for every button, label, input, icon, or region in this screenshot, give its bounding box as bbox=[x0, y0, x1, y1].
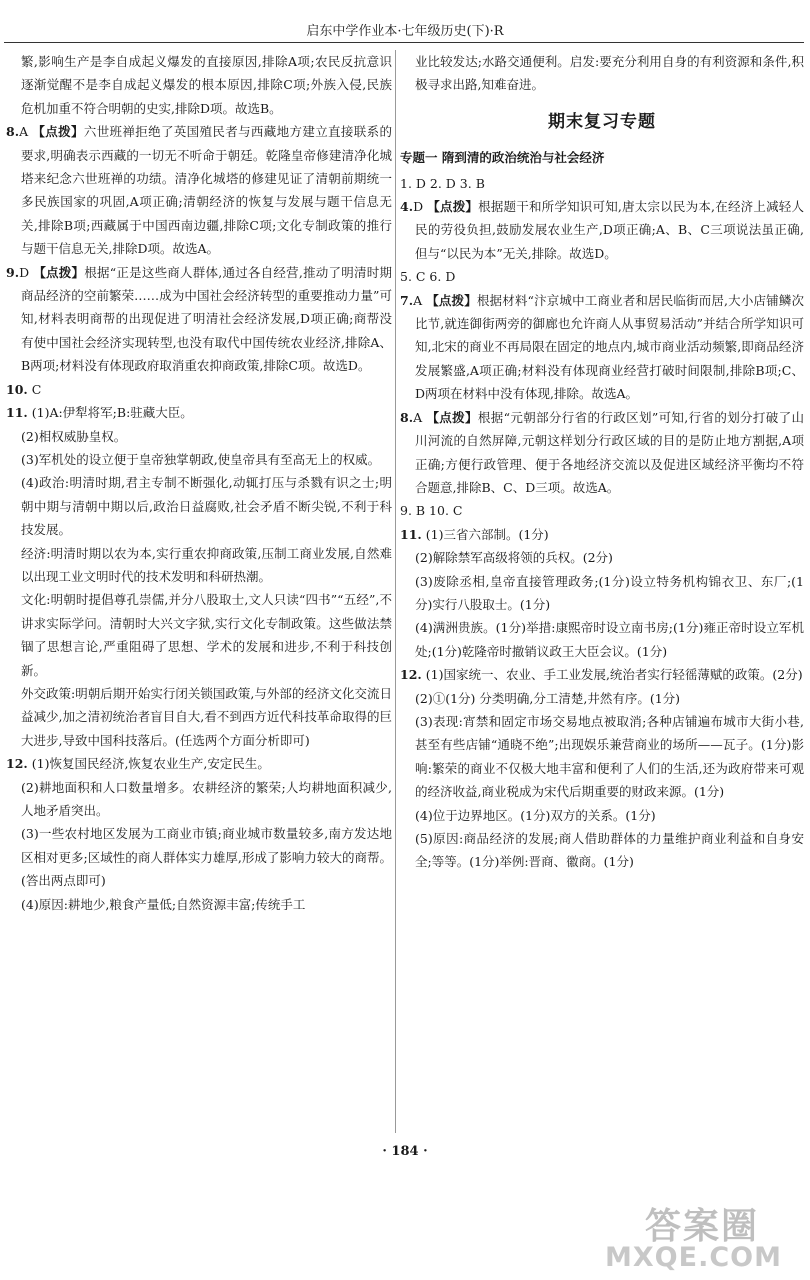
answer-line: 外交政策:明朝后期开始实行闭关锁国政策,与外部的经济文化交流日益减少,加之清初统治者盲目自大,看不到西方近代科技革命取得的巨大进步,导致中国科技落后。(任选两个方面分析即可) bbox=[21, 685, 392, 748]
answer-11-header bbox=[6, 401, 392, 424]
answer-choice: D bbox=[19, 264, 30, 280]
answer-10 bbox=[6, 378, 392, 401]
question-number: 8. bbox=[6, 124, 20, 140]
section-title: 期末复习专题 bbox=[548, 111, 656, 132]
question-number: 10. bbox=[6, 381, 28, 397]
question-number: 11. bbox=[6, 405, 28, 421]
answer-line: (3)表现:宵禁和固定市场交易地点被取消;各种店铺遍布城市大街小巷,甚至有些店铺“通晓不绝”;出现娱乐兼营商业的场所——瓦子。(1分)影响:繁荣的商业不仅极大地丰富和便利了人们的生活,还为政府带来可观的经济收益,商业税成为宋代后期重要的财政来源。(1分) bbox=[415, 713, 804, 800]
continued-answer-text: 繁,影响生产是李自成起义爆发的直接原因,排除A项;农民反抗意识逐渐觉醒不是李自成起义爆发的根本原因,排除C项;外族入侵,民族危机加重不符合明朝的史实,排除D项。故选B。 bbox=[21, 54, 392, 116]
answer-choice: D bbox=[413, 199, 424, 215]
answer-line: (1)三省六部制。(1分) bbox=[425, 526, 549, 542]
answer-12-header bbox=[400, 663, 804, 686]
hint-tag: 【点拨】 bbox=[33, 264, 85, 280]
explanation-text: 根据“元朝部分行省的行政区划”可知,行省的划分打破了山川河流的自然屏障,元朝这样划分行政区域的目的是防止地方割据,A项正确;方便行政管理、便于各地经济交流以及促进区域经济平衡均不符合题意,排除B、C、D三项。故选A。 bbox=[415, 409, 804, 495]
answer-line: (4)位于边界地区。(1分)双方的关系。(1分) bbox=[415, 807, 656, 823]
answer-line: (2)耕地面积和人口数量增多。农耕经济的繁荣;人均耕地面积减少,人地矛盾突出。 bbox=[21, 779, 392, 818]
hint-tag: 【点拨】 bbox=[32, 124, 84, 140]
continued-answer-text: 业比较发达;水路交通便利。启发:要充分利用自身的有利资源和条件,积极寻求出路,知难奋进。 bbox=[415, 54, 804, 93]
answer-9 bbox=[6, 261, 392, 378]
answer-4 bbox=[400, 195, 804, 265]
topic-heading: 专题一 隋到清的政治统治与社会经济 bbox=[400, 150, 605, 166]
answer-12-header bbox=[6, 752, 392, 775]
answer-11-header bbox=[400, 523, 804, 546]
answer-line: (3)军机处的设立便于皇帝独掌朝政,使皇帝具有至高无上的权威。 bbox=[21, 451, 381, 467]
watermark-top-text: 答案圈 bbox=[645, 1206, 760, 1247]
question-number: 8. bbox=[400, 409, 414, 425]
answer-line: (2)解除禁军高级将领的兵权。(2分) bbox=[415, 550, 613, 566]
answer-line: (5)原因:商品经济的发展;商人借助群体的力量维护商业利益和自身安全;等等。(1分)举例:晋商、徽商。(1分) bbox=[415, 831, 804, 870]
page-header: 启东中学作业本·七年级历史(下)·R bbox=[306, 24, 504, 39]
explanation-text: 根据题干和所学知识可知,唐太宗以民为本,在经济上减轻人民的劳役负担,鼓励发展农业生产,D项正确;A、B、C三项说法虽正确,但与“以民为本”无关,排除。故选D。 bbox=[415, 199, 804, 261]
answer-line: (4)原因:耕地少,粮食产量低;自然资源丰富;传统手工 bbox=[21, 896, 306, 912]
left-column bbox=[6, 50, 392, 916]
answer-line: (1)国家统一、农业、手工业发展,统治者实行轻徭薄赋的政策。(2分) bbox=[425, 667, 803, 683]
answer-line: (3)废除丞相,皇帝直接管理政务;(1分)设立特务机构锦衣卫、东厂;(1分)实行八股取士。(1分) bbox=[415, 573, 804, 612]
explanation-text: 六世班禅拒绝了英国殖民者与西藏地方建立直接联系的要求,明确表示西藏的一切无不听命于朝廷。乾隆皇帝修建清净化城塔来纪念六世班禅的功绩。清净化城塔的修建见证了清朝前期统一多民族国家的巩固,A项正确;清朝经济的恢复与发展与题干信息无关,排除B项;西藏属于中国西南边疆,排除C项;文化专制政策的推行与题干信息无关,排除D项。故选A。 bbox=[21, 124, 392, 257]
explanation-text: 根据“正是这些商人群体,通过各自经营,推动了明清时期商品经济的空前繁荣……成为中国社会经济转型的重要推动力量”可知,材料表明商帮的出现促进了明清社会经济发展,D项正确;商帮没有使中国社会经济实现转型,也没有取代中国传统农业经济,排除A、B两项;材料没有体现政府取消重农抑商政策,排除C项。故选D。 bbox=[21, 264, 392, 374]
answer-line: (2)相权威胁皇权。 bbox=[21, 428, 127, 444]
watermark-url-text: MXQE.COM bbox=[605, 1242, 782, 1273]
answer-line: (4)政治:明清时期,君主专制不断强化,动辄打压与杀戮有识之士;明朝中期与清朝中期以后,政治日益腐败,社会矛盾不断尖锐,不利于科技发展。 bbox=[21, 475, 392, 538]
answer-line: 文化:明朝时提倡尊孔崇儒,并分八股取士,文人只读“四书”“五经”,不讲求实际学问。清朝时大兴文字狱,实行文化专制政策。这些做法禁锢了思想言论,严重阻碍了思想、学术的发展和进步,不利于科技创新。 bbox=[21, 592, 392, 678]
question-number: 12. bbox=[6, 756, 28, 772]
answer-8 bbox=[400, 406, 804, 500]
answer-choice: C bbox=[31, 381, 42, 397]
watermark-logo bbox=[605, 1198, 805, 1278]
answer-line: 经济:明清时期以农为本,实行重农抑商政策,压制工商业发展,自然难以出现工业文明时代的技术发明和科研热潮。 bbox=[21, 545, 392, 584]
explanation-text: 根据材料“汴京城中工商业者和居民临街而居,大小店铺鳞次比节,就连御街两旁的御廊也允许商人从事贸易活动”并结合所学知识可知,北宋的商业不再局限在固定的地点内,城市商业活动频繁,即商品经济发展繁盛,A项正确;材料没有体现商业经营打破时间限制,排除B项;C、D两项在材料中没有体现,排除。故选A。 bbox=[415, 292, 804, 402]
answers-1-3: 1. D 2. D 3. B bbox=[400, 175, 485, 191]
column-divider bbox=[395, 50, 396, 1133]
answer-line: (2)①(1分) 分类明确,分工清楚,井然有序。(1分) bbox=[415, 690, 681, 706]
page-number: · 184 · bbox=[382, 1144, 428, 1159]
hint-tag: 【点拨】 bbox=[427, 199, 479, 215]
answer-line: (1)恢复国民经济,恢复农业生产,安定民生。 bbox=[31, 756, 270, 772]
hint-tag: 【点拨】 bbox=[426, 292, 477, 308]
question-number: 4. bbox=[400, 199, 414, 215]
right-column bbox=[400, 50, 804, 874]
question-number: 12. bbox=[400, 667, 422, 683]
answer-choice: A bbox=[19, 124, 29, 140]
answer-7 bbox=[400, 289, 804, 406]
answer-8 bbox=[6, 120, 392, 260]
answer-line: (3)一些农村地区发展为工商业市镇;商业城市数量较多,南方发达地区相对更多;区域性的商人群体实力雄厚,形成了影响力较大的商帮。(答出两点即可) bbox=[21, 826, 392, 889]
question-number: 9. bbox=[6, 264, 20, 280]
answer-line: (1)A:伊犁将军;B:驻藏大臣。 bbox=[31, 405, 193, 421]
answers-9-10: 9. B 10. C bbox=[400, 503, 463, 519]
header-divider bbox=[4, 42, 804, 43]
answers-5-6: 5. C 6. D bbox=[400, 269, 456, 285]
hint-tag: 【点拨】 bbox=[426, 409, 478, 425]
answer-choice: A bbox=[413, 292, 423, 308]
question-number: 7. bbox=[400, 292, 414, 308]
answer-choice: A bbox=[413, 409, 423, 425]
question-number: 11. bbox=[400, 526, 422, 542]
answer-line: (4)满洲贵族。(1分)举措:康熙帝时设立南书房;(1分)雍正帝时设立军机处;(1分)乾隆帝时撤销议政王大臣会议。(1分) bbox=[415, 620, 804, 659]
